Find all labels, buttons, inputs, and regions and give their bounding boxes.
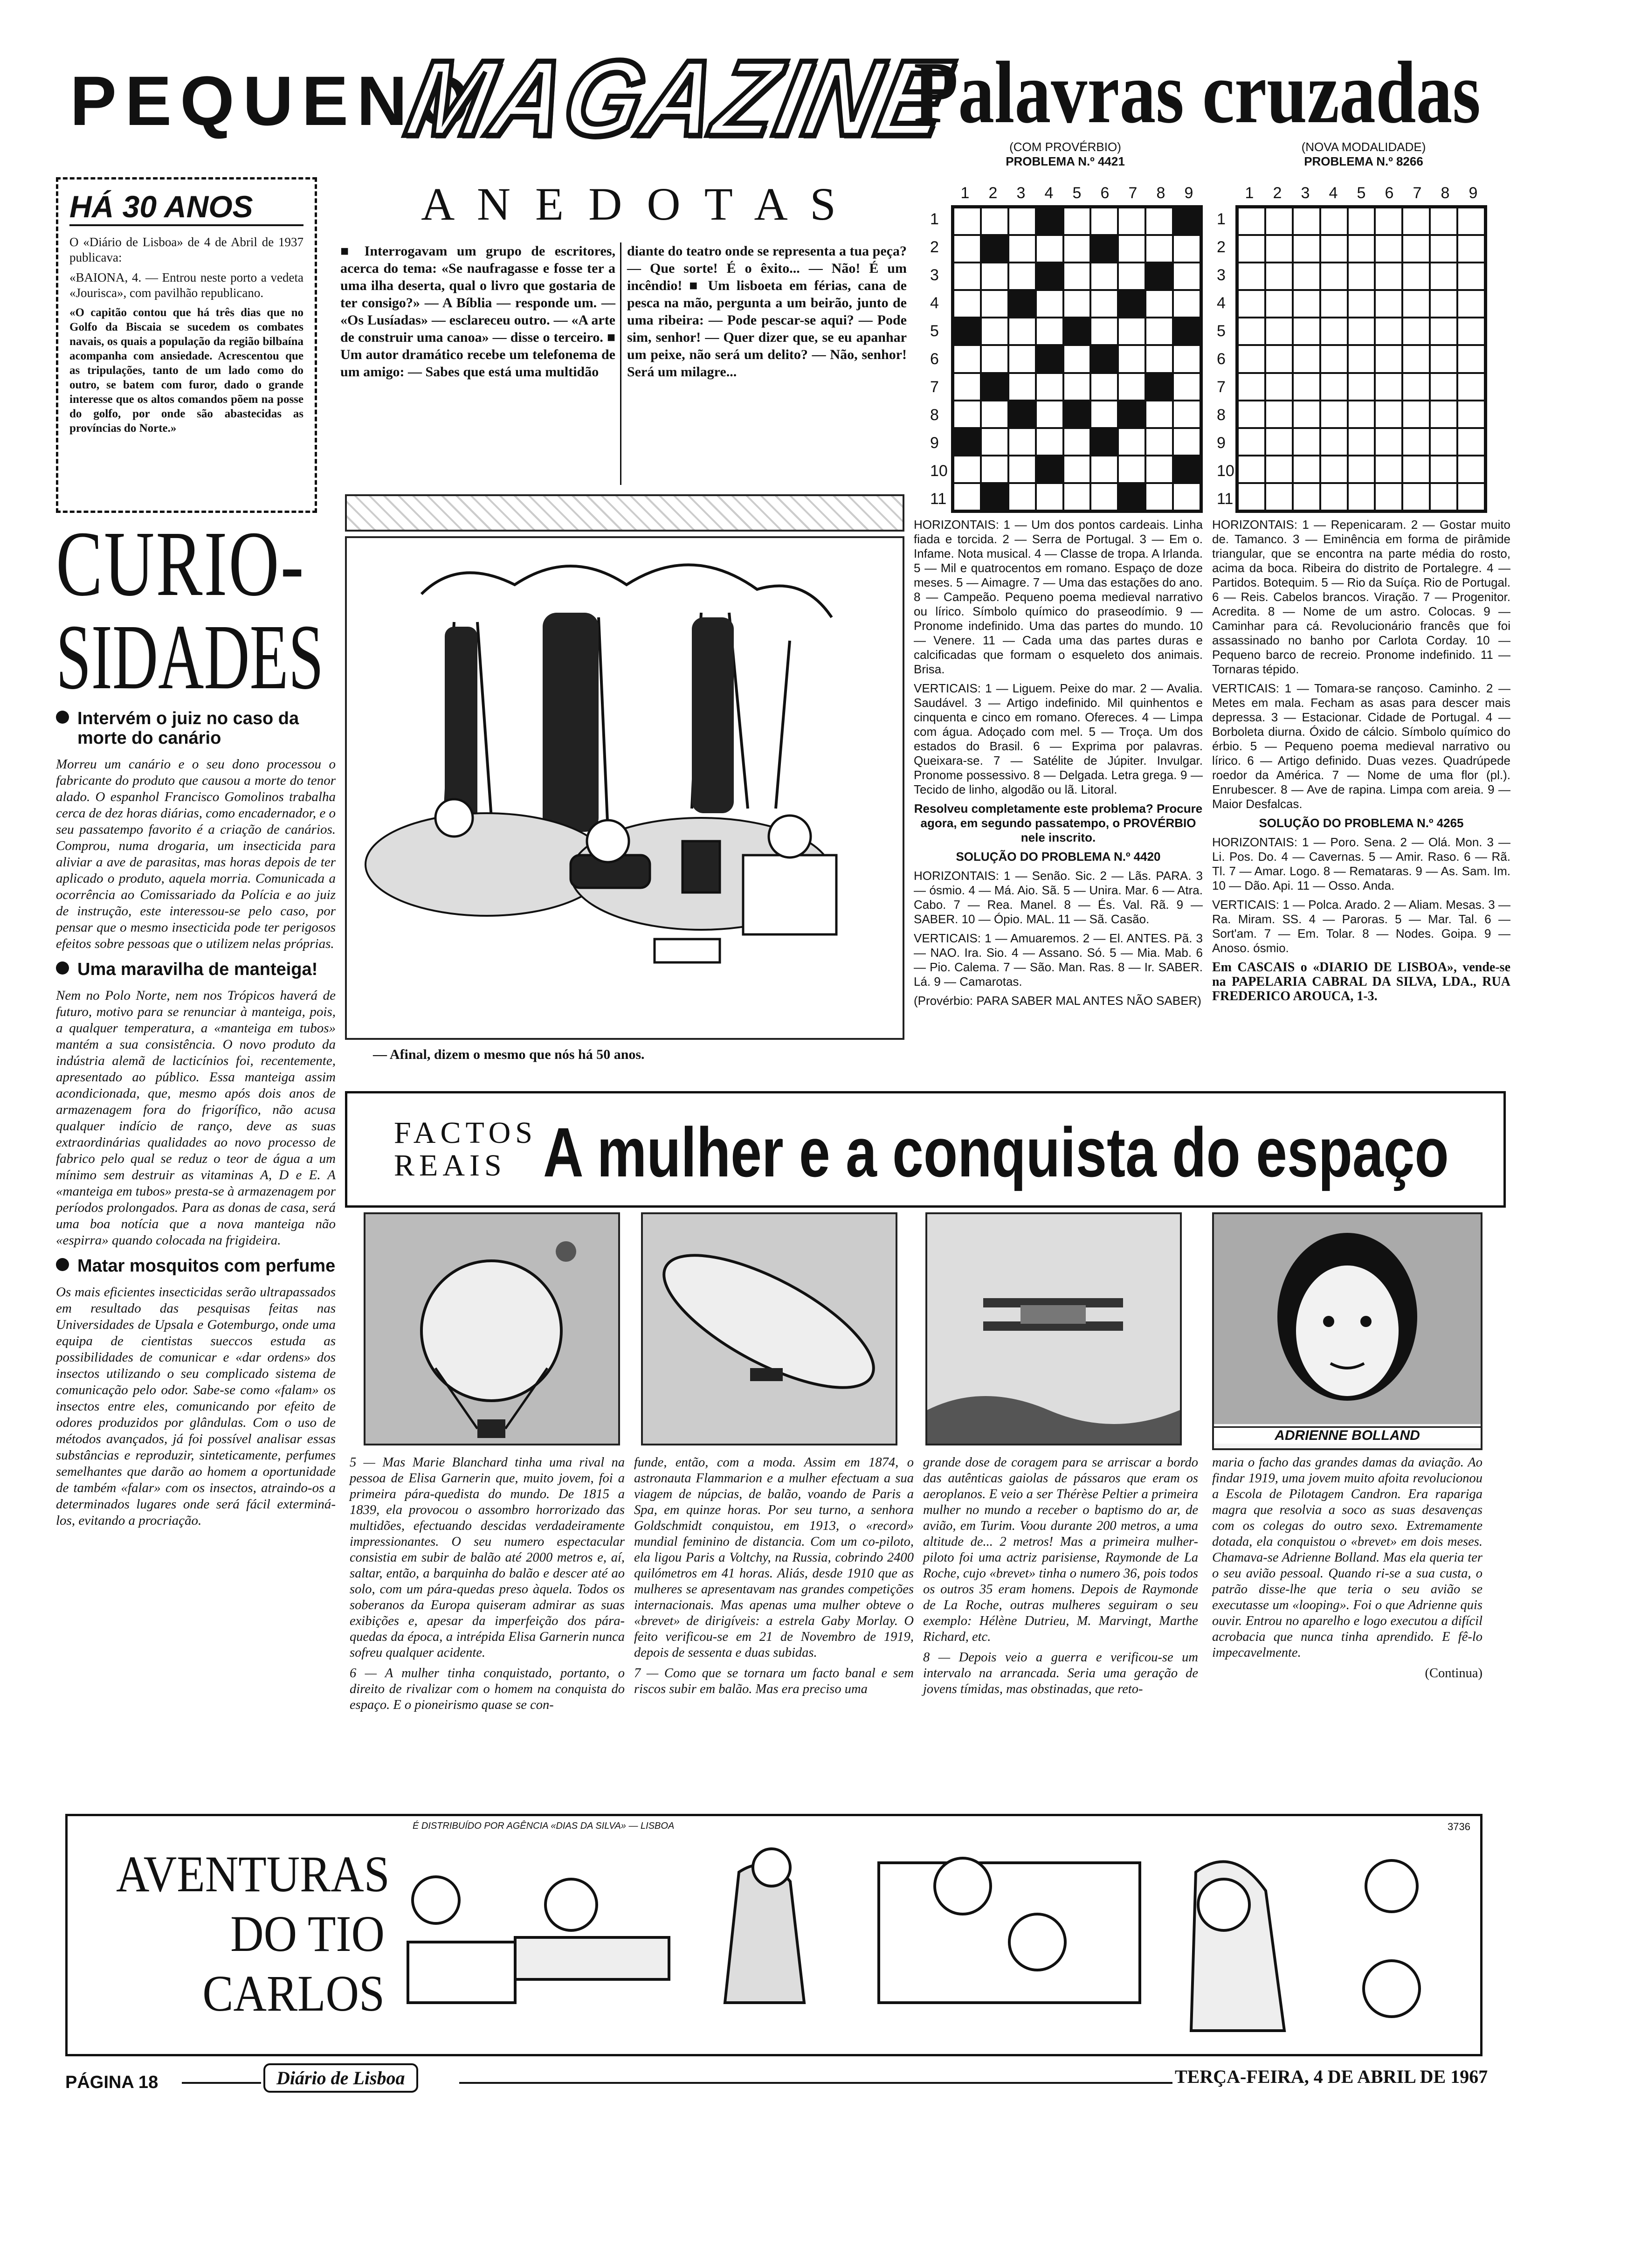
anedotas-col1: ■ Interrogavam um grupo de escritores, acerca do tema: «Se naufragasse e fosse ter a uma ilha deserta, qual o livro que gostaria de ter consigo?» — A Bíblia — responde um. — «Os Lusíadas» — esclareceu outro. — «A arte de construir uma canoa» — disse o terceiro. ■ Um autor dramático recebe um telefonema de um amigo: — Sabes que está uma multidão xyxy=(340,243,615,380)
grid-cell[interactable] xyxy=(1375,428,1402,456)
tio-carlos-credit: É DISTRIBUÍDO POR AGÊNCIA «DIAS DA SILVA» — LISBOA xyxy=(413,1821,675,1831)
grid-cell[interactable] xyxy=(953,235,981,263)
grid-cell[interactable] xyxy=(1008,483,1036,511)
grid-cell[interactable] xyxy=(953,290,981,318)
grid-cell[interactable] xyxy=(1457,263,1485,290)
grid-cell[interactable] xyxy=(1090,345,1118,373)
tio-carlos-number: 3736 xyxy=(1448,1821,1470,1832)
grid-cell[interactable] xyxy=(1457,483,1485,511)
grid-cell[interactable] xyxy=(1457,235,1485,263)
crossword2-verticais: VERTICAIS: 1 — Tomara-se rançoso. Caminho. 2 — Metes em mala. Fecham as asas para descer mais depressa. 3 — Estacionar. Cidade de Portugal. 4 — Borboleta diurna. Óxido de cálcio. Símbolo químico do érbio. 5 — Pequeno poema medieval narrativo ou lírico. 6 — Artigo definido. Duas vezes. Quadrúpede roedor da América. 7 — Nome de uma flor (pl.). Enrubescer. 8 — Ave de rapina. Limpa com areia. 9 — Maior Desfalcas. xyxy=(1212,681,1510,811)
factos-col4 xyxy=(1212,1455,1482,1686)
factos-title: A mulher e a conquista do espaço xyxy=(543,1113,1449,1191)
grid-cell[interactable] xyxy=(1265,373,1293,401)
grid-cell[interactable] xyxy=(1008,456,1036,483)
grid-cell[interactable] xyxy=(1293,318,1320,345)
grid-cell[interactable] xyxy=(1238,456,1265,483)
factos-reais-banner xyxy=(345,1091,1506,1208)
grid-cell[interactable] xyxy=(1118,345,1145,373)
factos-image-portrait xyxy=(1212,1212,1482,1450)
grid-cell[interactable] xyxy=(953,456,981,483)
grid-cell[interactable] xyxy=(1375,345,1402,373)
grid-cell[interactable] xyxy=(1265,401,1293,428)
grid-cell[interactable] xyxy=(1063,263,1091,290)
grid-cell[interactable] xyxy=(1118,401,1145,428)
crossword1-sub1: (COM PROVÉRBIO) xyxy=(1009,140,1121,154)
grid-cell[interactable] xyxy=(1118,207,1145,235)
grid-cell[interactable] xyxy=(1036,483,1063,511)
grid-cell[interactable] xyxy=(1238,263,1265,290)
grid-cell[interactable] xyxy=(1145,345,1173,373)
grid-cell[interactable] xyxy=(1036,207,1063,235)
crossword1-verticais: VERTICAIS: 1 — Liguem. Peixe do mar. 2 — Avalia. Saudável. 3 — Artigo indefinido. Mil quinhentos e cinquenta e cinco em romano. Ofereces. 4 — Limpa com água. Adoçado com mel. 5 — Troça. Um dos estados do Brasil. 6 — Exprima por palavras. Queixara-se. 7 — Satélite de Júpiter. Invulgar. Pronome possessivo. 8 — Delgada. Letra grega. 9 — Tecido de linho, algodão ou lã. Litoral. xyxy=(914,681,1203,796)
factos-image-balloon xyxy=(364,1212,620,1445)
grid-cell[interactable] xyxy=(953,263,981,290)
grid-cell[interactable] xyxy=(953,483,981,511)
grid-cell[interactable] xyxy=(1265,263,1293,290)
grid-cell[interactable] xyxy=(1090,373,1118,401)
portrait-drawing xyxy=(1214,1214,1481,1424)
grid-cell[interactable] xyxy=(1348,483,1375,511)
grid-cell[interactable] xyxy=(1293,290,1320,318)
grid-cell[interactable] xyxy=(1430,263,1457,290)
factos-image-biplane xyxy=(925,1212,1182,1445)
grid-cell[interactable] xyxy=(1293,373,1320,401)
grid-cell[interactable] xyxy=(1090,207,1118,235)
grid-cell[interactable] xyxy=(1320,345,1348,373)
tio-carlos-comic-drawing xyxy=(403,1835,1476,2049)
grid-cell[interactable] xyxy=(1238,235,1265,263)
grid-cell[interactable] xyxy=(1238,428,1265,456)
grid-cell[interactable] xyxy=(1430,318,1457,345)
grid-cell[interactable] xyxy=(1238,207,1265,235)
grid-cell[interactable] xyxy=(1173,345,1200,373)
grid-cell[interactable] xyxy=(1118,456,1145,483)
factos-p8: 8 — Depois veio a guerra e verificou-se um intervalo na arrancada. Seria uma geração de jovens tímidas, mas obstinadas, que reto- xyxy=(923,1650,1198,1696)
curiosidades-title-1: CURIO- xyxy=(56,512,305,615)
grid-cell[interactable] xyxy=(1145,235,1173,263)
crossword1-grid[interactable] xyxy=(951,205,1203,513)
grid-cell[interactable] xyxy=(1145,483,1173,511)
grid-cell[interactable] xyxy=(1238,318,1265,345)
grid-cell[interactable] xyxy=(1145,263,1173,290)
crossword1-solucao-vert: VERTICAIS: 1 — Amuaremos. 2 — El. ANTES. Pã. 3 — NAO. Ira. Sio. 4 — Assano. Só. 5 — Mia. Mab. 6 — Pio. Calema. 7 — São. Man. Ras. 8 — Ir. SABER. Lá. 9 — Camarotas. xyxy=(914,931,1203,989)
grid-cell[interactable] xyxy=(981,207,1008,235)
grid-cell[interactable] xyxy=(1348,373,1375,401)
curiosidades-heading-3: Matar mosquitos com perfume xyxy=(77,1256,336,1276)
grid-cell[interactable] xyxy=(1173,456,1200,483)
crossword1-solucao-title: SOLUÇÃO DO PROBLEMA N.º 4420 xyxy=(956,850,1161,864)
grid-cell[interactable] xyxy=(981,373,1008,401)
grid-cell[interactable] xyxy=(1375,290,1402,318)
grid-cell[interactable] xyxy=(1320,263,1348,290)
grid-cell[interactable] xyxy=(981,235,1008,263)
grid-cell[interactable] xyxy=(1430,373,1457,401)
grid-cell[interactable] xyxy=(1118,428,1145,456)
factos-continua: (Continua) xyxy=(1425,1666,1482,1680)
grid-cell[interactable] xyxy=(1036,428,1063,456)
grid-cell[interactable] xyxy=(1008,235,1036,263)
curiosidades-body-3: Os mais eficientes insecticidas serão ultrapassados em resultado das pesquisas feitas nas Universidades de Upsala e Gotemburgo, onde uma equipa de cientistas sueccos estuda as possibilidades de comunicar e «dar ordens» dos insectos utilizando o seu complicado sistema de comunicação pelo odor. Sabe-se como «falam» os insectos entre eles, comunicando por efeito de odores produzidos por glândulas. Com o uso de métodos avançados, já foi possível analisar essas substâncias e reproduzir, sinteticamente, perfumes semelhantes que darão ao homem a oportunidade de também «falar» com os insectos, atraindo-os a determinados lugares onde será fácil exterminá-los, evitando a procriação. xyxy=(56,1285,336,1528)
grid-cell[interactable] xyxy=(1063,235,1091,263)
curiosidades-column xyxy=(56,709,336,1534)
grid-cell[interactable] xyxy=(1145,318,1173,345)
grid-cell[interactable] xyxy=(1063,401,1091,428)
grid-cell[interactable] xyxy=(1036,235,1063,263)
grid-cell[interactable] xyxy=(1320,318,1348,345)
crossword2-solucao-title: SOLUÇÃO DO PROBLEMA N.º 4265 xyxy=(1259,816,1464,830)
grid-cell[interactable] xyxy=(1320,373,1348,401)
grid-cell[interactable] xyxy=(1348,401,1375,428)
grid-cell[interactable] xyxy=(1402,428,1430,456)
grid-cell[interactable] xyxy=(981,428,1008,456)
factos-p5: 5 — Mas Marie Blanchard tinha uma rival na pessoa de Elisa Garnerin que, muito jovem, foi a primeira pára-quedista do mundo. De 1815 a 1839, ela provocou o assombro horrorizado das multidões, efectuando descidas verdadeiramente impressionantes. O seu numero espectacular consistia em subir de balão até 2000 metros e, aí, saltar, então, a barquinha do balão e descer até ao solo, com um pára-quedas preso àquela. Todos os soberanos da Europa quiseram admirar as suas exibições e, apesar da imperfeição dos pára-quedas da época, a intrépida Elisa Garnerin nunca sofreu qualquer acidente. xyxy=(350,1455,625,1660)
grid-cell[interactable] xyxy=(1145,207,1173,235)
zeppelin-drawing xyxy=(643,1214,896,1444)
grid-cell[interactable] xyxy=(1008,401,1036,428)
grid-cell[interactable] xyxy=(1402,483,1430,511)
grid-cell[interactable] xyxy=(1036,373,1063,401)
grid-cell[interactable] xyxy=(1118,373,1145,401)
grid-cell[interactable] xyxy=(1063,373,1091,401)
grid-cell[interactable] xyxy=(1348,318,1375,345)
crossword2-col-numbers: 1 2 3 4 5 6 7 8 9 xyxy=(1245,184,1478,202)
factos-p6b: funde, então, com a moda. Assim em 1874, o astronauta Flammarion e a mulher efectuam a sua viagem de núpcias, de balão, voando de Paris a Spa, em quinze horas. Por seu turno, a senhora Goldschmidt conquistou, em 1913, o «record» mundial feminino de distancia. Com um co-piloto, ela ligou Paris a Voltchy, na Russia, cobrindo 2400 quilómetros em 41 horas. Aliás, desde 1910 que as mulheres se apresentavam nas grandes competições internacionais. Mas apenas uma mulher obteve o «brevet» de dirigíveis: a estrela Gaby Morlay. O feito verificou-se em 21 de Novembro de 1919, depois de sessenta e duas subidas. xyxy=(634,1455,914,1660)
grid-cell[interactable] xyxy=(1063,207,1091,235)
crossword2-grid[interactable] xyxy=(1235,205,1487,513)
grid-cell[interactable] xyxy=(1375,235,1402,263)
grid-cell[interactable] xyxy=(1348,207,1375,235)
grid-cell[interactable] xyxy=(1265,483,1293,511)
grid-cell[interactable] xyxy=(1293,483,1320,511)
grid-cell[interactable] xyxy=(1145,290,1173,318)
grid-cell[interactable] xyxy=(1173,428,1200,456)
grid-cell[interactable] xyxy=(1375,483,1402,511)
grid-cell[interactable] xyxy=(1036,318,1063,345)
footer-date: TERÇA-FEIRA, 4 DE ABRIL DE 1967 xyxy=(1175,2066,1488,2087)
anedotas-divider xyxy=(620,242,621,485)
grid-cell[interactable] xyxy=(1063,456,1091,483)
grid-cell[interactable] xyxy=(981,318,1008,345)
grid-cell[interactable] xyxy=(1348,428,1375,456)
crossword2-cascais-note: Em CASCAIS o «DIARIO DE LISBOA», vende-se na PAPELARIA CABRAL DA SILVA, LDA., RUA FREDERICO AROUCA, 1-3. xyxy=(1212,960,1510,1003)
crossword2-solucao-vert: VERTICAIS: 1 — Polca. Arado. 2 — Aliam. Mesas. 3 — Ra. Miram. SS. 4 — Paroras. 5 — Mar. Tal. 6 — Sort'am. 7 — Em. Tolar. 8 — Nodes. Goipa. 9 — Anoso. ósmio. xyxy=(1212,898,1510,955)
grid-cell[interactable] xyxy=(1320,401,1348,428)
bullet-icon xyxy=(56,1258,69,1271)
portrait-caption: ADRIENNE BOLLAND xyxy=(1214,1426,1481,1444)
tio-carlos-title: AVENTURAS DO TIO CARLOS xyxy=(116,1846,390,2022)
grid-cell[interactable] xyxy=(1348,235,1375,263)
ha30anos-title: HÁ 30 ANOS xyxy=(69,189,303,226)
curiosidades-heading-1: Intervém o juiz no caso da morte do canário xyxy=(77,709,299,748)
cartoon-border-top xyxy=(345,494,904,532)
bullet-icon xyxy=(56,711,69,724)
curiosidades-heading-2: Uma maravilha de manteiga! xyxy=(77,960,318,979)
grid-cell[interactable] xyxy=(981,483,1008,511)
grid-cell[interactable] xyxy=(1320,207,1348,235)
grid-cell[interactable] xyxy=(1090,456,1118,483)
grid-cell[interactable] xyxy=(1118,318,1145,345)
grid-cell[interactable] xyxy=(1090,483,1118,511)
grid-cell[interactable] xyxy=(1238,290,1265,318)
footer-rule-right xyxy=(459,2082,1172,2084)
grid-cell[interactable] xyxy=(1265,345,1293,373)
grid-cell[interactable] xyxy=(1457,373,1485,401)
ha30anos-p2: «O capitão contou que há três dias que no Golfo da Biscaia se sucedem os combates navais, os quais a população da região bilbaína acompanha com ansiedade. Acrescentou que as tripulações, tanto de um lado como do outro, se batem com furor, dado o grande interesse que os altos comandos põem na posse do golfo, por onde são abastecidas as províncias do Norte.» xyxy=(69,306,303,435)
grid-cell[interactable] xyxy=(1457,207,1485,235)
cartoon-caption: — Afinal, dizem o mesmo que nós há 50 anos. xyxy=(373,1047,645,1062)
grid-cell[interactable] xyxy=(1008,318,1036,345)
grid-cell[interactable] xyxy=(981,401,1008,428)
grid-cell[interactable] xyxy=(1320,456,1348,483)
grid-cell[interactable] xyxy=(1402,373,1430,401)
grid-cell[interactable] xyxy=(1320,428,1348,456)
grid-cell[interactable] xyxy=(1036,401,1063,428)
grid-cell[interactable] xyxy=(981,456,1008,483)
grid-cell[interactable] xyxy=(1173,207,1200,235)
curiosidades-title-2: SIDADES xyxy=(56,606,324,709)
grid-cell[interactable] xyxy=(1430,207,1457,235)
grid-cell[interactable] xyxy=(953,318,981,345)
grid-cell[interactable] xyxy=(1008,345,1036,373)
masthead-palavras-cruzadas: Palavras cruzadas xyxy=(914,44,1481,142)
grid-cell[interactable] xyxy=(1430,456,1457,483)
bullet-icon xyxy=(56,961,69,975)
crossword2-sub2: PROBLEMA N.º 8266 xyxy=(1304,154,1423,168)
grid-cell[interactable] xyxy=(1238,345,1265,373)
curiosidades-body-1: Morreu um canário e o seu dono processou o fabricante do produto que causou a morte do tenor alado. O espanhol Francisco Gomolinos trabalha cerca de dez horas diárias, como encadernador, e o seu passatempo favorito é a criação de canários. Comprou, numa drogaria, um insecticida para aliviar a ave de parasitas, mas horas depois de ter aplicado o produto, aquela morria. Comunicada a ocorrência ao Comissariado da Polícia e ao juiz de instrução, este interessou-se pelo caso, por pensar que o mesmo insecticida pode ter perigosos efeitos sobre pessoas que o utilizem nelas próprias. xyxy=(56,757,336,951)
grid-cell[interactable] xyxy=(1118,263,1145,290)
grid-cell[interactable] xyxy=(1430,345,1457,373)
grid-cell[interactable] xyxy=(953,373,981,401)
grid-cell[interactable] xyxy=(1402,207,1430,235)
grid-cell[interactable] xyxy=(1008,428,1036,456)
grid-cell[interactable] xyxy=(1090,401,1118,428)
grid-cell[interactable] xyxy=(1348,345,1375,373)
crossword2-row-numbers: 1 2 3 4 5 6 7 8 9 10 11 xyxy=(1217,210,1234,508)
grid-cell[interactable] xyxy=(1265,428,1293,456)
grid-cell[interactable] xyxy=(1348,456,1375,483)
crossword2-header xyxy=(1212,140,1515,169)
grid-cell[interactable] xyxy=(1090,290,1118,318)
factos-label: FACTOS REAIS xyxy=(394,1116,537,1182)
grid-cell[interactable] xyxy=(1145,456,1173,483)
grid-cell[interactable] xyxy=(1145,401,1173,428)
crossword1-col-numbers: 1 2 3 4 5 6 7 8 9 xyxy=(960,184,1193,202)
grid-cell[interactable] xyxy=(1320,290,1348,318)
grid-cell[interactable] xyxy=(1293,207,1320,235)
grid-cell[interactable] xyxy=(1265,235,1293,263)
crossword1-horizontais: HORIZONTAIS: 1 — Um dos pontos cardeais. Linha fiada e torcida. 2 — Serra de Portugal. 3 — Em o. Infame. Nota musical. 4 — Classe de tropa. A Irlanda. 5 — Mil e quatrocentos em romano. Espaço de doze meses. 5 — Aimagre. 7 — Uma das estações do ano. 8 — Campeão. Pequeno poema medieval narrativo ou lírico. Símbolo químico do praseodímio. 9 — Pronome indefinido. Uma das partes do mundo. 10 — Venere. 11 — Cada uma das partes duras e calcificadas que formam o esqueleto dos animais. Brisa. xyxy=(914,518,1203,676)
grid-cell[interactable] xyxy=(1173,290,1200,318)
footer-logo: Diário de Lisboa xyxy=(263,2063,418,2093)
factos-col3 xyxy=(923,1455,1198,1702)
crossword1-proverbio: (Provérbio: PARA SABER MAL ANTES NÃO SABER) xyxy=(914,994,1201,1008)
grid-cell[interactable] xyxy=(1375,401,1402,428)
grid-cell[interactable] xyxy=(1008,207,1036,235)
grid-cell[interactable] xyxy=(1090,318,1118,345)
grid-cell[interactable] xyxy=(1430,428,1457,456)
grid-cell[interactable] xyxy=(1293,345,1320,373)
grid-cell[interactable] xyxy=(1293,456,1320,483)
grid-cell[interactable] xyxy=(1063,318,1091,345)
grid-cell[interactable] xyxy=(1375,207,1402,235)
masthead-magazine: MAGAZINE xyxy=(397,38,960,159)
grid-cell[interactable] xyxy=(1320,235,1348,263)
crossword1-sub2: PROBLEMA N.º 4421 xyxy=(1006,154,1125,168)
grid-cell[interactable] xyxy=(1238,483,1265,511)
grid-cell[interactable] xyxy=(1145,428,1173,456)
grid-cell[interactable] xyxy=(1348,290,1375,318)
ha30anos-p1: «BAIONA, 4. — Entrou neste porto a vedeta «Jourisca», com pavilhão republicano. xyxy=(69,270,303,300)
grid-cell[interactable] xyxy=(1402,318,1430,345)
trees-picnic-drawing xyxy=(347,538,903,1038)
grid-cell[interactable] xyxy=(1430,401,1457,428)
grid-cell[interactable] xyxy=(1238,373,1265,401)
grid-cell[interactable] xyxy=(1430,290,1457,318)
grid-cell[interactable] xyxy=(1457,318,1485,345)
curiosidades-body-2: Nem no Polo Norte, nem nos Trópicos haverá de futuro, motivo para se renunciar à manteiga, pois, a qualquer temperatura, a «manteiga em tubos» mantém a sua consistência. O novo produto da indústria alemã de lacticínios foi, recentemente, apresentado ao público. Essa manteiga assim acondicionada, que, mesmo após dois anos de armazenagem fora do frigorífico, não acusa qualquer indício de ranço, deve as suas extraordinárias qualidades ao novo processo de fabrico pelo qual se reduz o teor de água a um mínimo sem destruir as vitaminas A, D e E. A «manteiga em tubos» presta-se à armazenagem por períodos prolongados. Para as donas de casa, será uma boa notícia que a nova manteiga não «espirra» quando colocada na frigideira. xyxy=(56,988,336,1248)
grid-cell[interactable] xyxy=(1008,373,1036,401)
grid-cell[interactable] xyxy=(1457,401,1485,428)
grid-cell[interactable] xyxy=(1145,373,1173,401)
crossword1-solucao-horiz: HORIZONTAIS: 1 — Senão. Sic. 2 — Lãs. PARA. 3 — ósmio. 4 — Má. Aio. Sã. 5 — Unira. Mar. 6 — Atra. Cabo. 7 — Rea. Manel. 8 — És. Val. Rã. 9 — SABER. 10 — Ópio. MAL. 11 — Sã. Casão. xyxy=(914,869,1203,926)
grid-cell[interactable] xyxy=(1457,290,1485,318)
grid-cell[interactable] xyxy=(981,290,1008,318)
grid-cell[interactable] xyxy=(1036,290,1063,318)
grid-cell[interactable] xyxy=(953,428,981,456)
cartoon-illustration xyxy=(345,536,904,1040)
grid-cell[interactable] xyxy=(1063,290,1091,318)
grid-cell[interactable] xyxy=(981,263,1008,290)
grid-cell[interactable] xyxy=(1402,263,1430,290)
grid-cell[interactable] xyxy=(1265,290,1293,318)
grid-cell[interactable] xyxy=(1063,345,1091,373)
grid-cell[interactable] xyxy=(1457,456,1485,483)
grid-cell[interactable] xyxy=(1402,401,1430,428)
grid-cell[interactable] xyxy=(1118,290,1145,318)
anedotas-title: A N E D O T A S xyxy=(421,178,842,230)
grid-cell[interactable] xyxy=(1375,263,1402,290)
grid-cell[interactable] xyxy=(1293,263,1320,290)
grid-cell[interactable] xyxy=(1430,235,1457,263)
grid-cell[interactable] xyxy=(1036,345,1063,373)
grid-cell[interactable] xyxy=(1265,456,1293,483)
grid-cell[interactable] xyxy=(1036,263,1063,290)
crossword2-solucao-horiz: HORIZONTAIS: 1 — Poro. Sena. 2 — Olá. Mon. 3 — Li. Pos. Do. 4 — Cavernas. 5 — Amir. Raso. 6 — Rã. Tl. 7 — Amar. Logo. 8 — Remataras. 9 — As. Sam. Im. 10 — Dão. Api. 11 — Osso. Anda. xyxy=(1212,835,1510,892)
anedotas-col2: diante do teatro onde se representa a tua peça? — Que sorte! É o êxito... — Não! É um incêndio! ■ Um lisboeta em férias, cana de pesca na mão, pergunta a um beirão, junto de uma ribeira: — Pode pescar-se aqui? — Pode sim, senhor! — Quer dizer que, se eu apanhar um peixe, não será um delito? — Não, senhor! Será um milagre... xyxy=(627,243,907,380)
grid-cell[interactable] xyxy=(1457,428,1485,456)
crossword1-clues xyxy=(914,518,1203,1013)
grid-cell[interactable] xyxy=(1402,345,1430,373)
masthead-pequeno: PEQUENO xyxy=(70,62,479,140)
grid-cell[interactable] xyxy=(953,345,981,373)
crossword1-row-numbers: 1 2 3 4 5 6 7 8 9 10 11 xyxy=(930,210,948,508)
grid-cell[interactable] xyxy=(1320,483,1348,511)
grid-cell[interactable] xyxy=(1090,428,1118,456)
grid-cell[interactable] xyxy=(1173,263,1200,290)
factos-p8b: maria o facho das grandes damas da aviação. Ao findar 1919, uma jovem muito afoita revolucionou a Escola de Pilotagem Candron. Era rapariga magra que resolvia a soco as suas desavenças com os colegas do outro sexo. Extremamente dotada, ela conquistou o «brevet» em dois meses. Chamava-se Adrienne Bolland. Mas ela queria ter o seu avião pessoal. Quando ri-se a sua custa, o patrão disse-lhe que teria o seu avião se executasse um «looping». Foi o que Adrienne quis ouvir. Entrou no aparelho e logo executou a difícil acrobacia que nunca tinha aprendido. E fê-lo impecavelmente. xyxy=(1212,1455,1482,1660)
grid-cell[interactable] xyxy=(1008,290,1036,318)
crossword1-header xyxy=(914,140,1217,169)
tio-carlos-strip xyxy=(65,1814,1482,2056)
grid-cell[interactable] xyxy=(1090,263,1118,290)
crossword2-horizontais: HORIZONTAIS: 1 — Repenicaram. 2 — Gostar muito de. Tamanco. 3 — Eminência em forma de pirâmide triangular, que se encontra na parte média do rosto, acima da boca. Ribeira do distrito de Portalegre. 4 — Partidos. Botequim. 5 — Rio da Suíça. Rio de Portugal. 6 — Reis. Cabelos brancos. Viração. 7 — Progenitor. Acredita. 8 — Nome de um astro. Colocas. 9 — Caminhar para cá. Revolucionário francês que foi assassinado no banho por Carlota Corday. 10 — Pequeno barco de recreio. Pronome indefinido. 11 — Tornaras tépido. xyxy=(1212,518,1510,676)
grid-cell[interactable] xyxy=(1265,318,1293,345)
grid-cell[interactable] xyxy=(1402,290,1430,318)
grid-cell[interactable] xyxy=(1375,318,1402,345)
grid-cell[interactable] xyxy=(953,401,981,428)
ha30anos-box xyxy=(56,177,317,513)
grid-cell[interactable] xyxy=(1293,235,1320,263)
grid-cell[interactable] xyxy=(1293,428,1320,456)
crossword2-clues xyxy=(1212,518,1510,1008)
factos-p7: 7 — Como que se tornara um facto banal e sem riscos subir em balão. Mas era preciso uma xyxy=(634,1666,914,1696)
grid-cell[interactable] xyxy=(1118,483,1145,511)
footer-page: PÁGINA 18 xyxy=(65,2073,159,2092)
factos-col2 xyxy=(634,1455,914,1702)
grid-cell[interactable] xyxy=(1090,235,1118,263)
factos-image-zeppelin xyxy=(641,1212,897,1445)
grid-cell[interactable] xyxy=(1375,373,1402,401)
grid-cell[interactable] xyxy=(1238,401,1265,428)
grid-cell[interactable] xyxy=(1008,263,1036,290)
grid-cell[interactable] xyxy=(1402,456,1430,483)
grid-cell[interactable] xyxy=(981,345,1008,373)
factos-p7b: grande dose de coragem para se arriscar a bordo das autênticas gaiolas de pássaros que eram os aeroplanos. E veio a ser Thérèse Peltier a primeira mulher no mundo a receber o baptismo do ar, de avião, em Turim. Voou durante 200 metros, a uma altitude de... 2 metros! Mas a primeira mulher-piloto foi uma actriz parisiense, Raymonde de La Roche, cujo «brevet» tinha o numero 36, pois todos os outros 35 eram homens. Depois de Raymonde de La Roche, outras mulheres seguiram o seu exemplo: Hélène Dutrieu, M. Marvingt, Marthe Richard, etc. xyxy=(923,1455,1198,1644)
grid-cell[interactable] xyxy=(1348,263,1375,290)
grid-cell[interactable] xyxy=(953,207,981,235)
biplane-drawing xyxy=(927,1214,1180,1444)
grid-cell[interactable] xyxy=(1063,428,1091,456)
factos-p6: 6 — A mulher tinha conquistado, portanto, o direito de rivalizar com o homem na conquista do espaço. E o pioneirismo quase se con- xyxy=(350,1666,625,1712)
grid-cell[interactable] xyxy=(1173,483,1200,511)
grid-cell[interactable] xyxy=(1118,235,1145,263)
factos-col1 xyxy=(350,1455,625,1718)
grid-cell[interactable] xyxy=(1457,345,1485,373)
footer-rule-left xyxy=(182,2082,261,2084)
grid-cell[interactable] xyxy=(1173,401,1200,428)
grid-cell[interactable] xyxy=(1293,401,1320,428)
grid-cell[interactable] xyxy=(1375,456,1402,483)
ha30anos-intro: O «Diário de Lisboa» de 4 de Abril de 1937 publicava: xyxy=(69,235,303,264)
grid-cell[interactable] xyxy=(1036,456,1063,483)
grid-cell[interactable] xyxy=(1063,483,1091,511)
grid-cell[interactable] xyxy=(1402,235,1430,263)
grid-cell[interactable] xyxy=(1173,373,1200,401)
grid-cell[interactable] xyxy=(1265,207,1293,235)
crossword2-sub1: (NOVA MODALIDADE) xyxy=(1301,140,1426,154)
balloon-drawing xyxy=(365,1214,618,1444)
grid-cell[interactable] xyxy=(1173,235,1200,263)
grid-cell[interactable] xyxy=(1430,483,1457,511)
grid-cell[interactable] xyxy=(1173,318,1200,345)
crossword1-resolveu: Resolveu completamente este problema? Procure agora, em segundo passatempo, o PROVÉRBIO nele inscrito. xyxy=(914,802,1203,844)
